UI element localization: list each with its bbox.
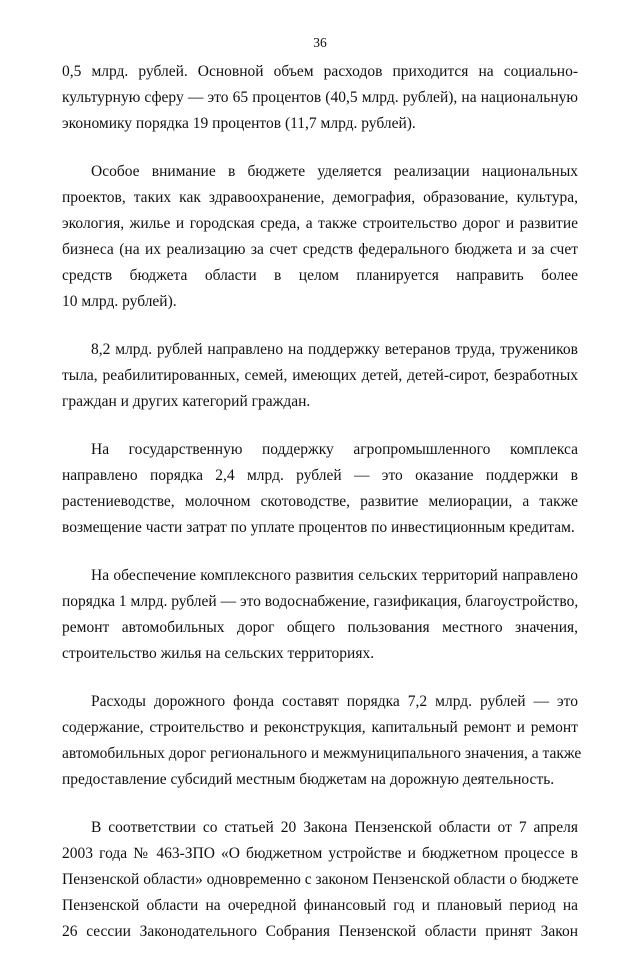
text-line: экономику порядка 19 процентов (11,7 млрд. рублей). (62, 115, 416, 132)
text-line: На государственную поддержку агропромышленного комплекса (91, 441, 578, 458)
text-line: тыла, реабилитированных, семей, имеющих детей, детей-сирот, безработных (62, 367, 578, 384)
text-line: средств бюджета области в целом планируется направить более (62, 267, 578, 284)
text-line: 26 сессии Законодательного Собрания Пензенской области принят Закон (62, 923, 578, 940)
text-line: автомобильных дорог регионального и межмуниципального значения, а также (62, 745, 582, 762)
text-line: граждан и других категорий граждан. (62, 393, 311, 410)
paragraph-rural-development (62, 563, 578, 667)
text-line: направлено порядка 2,4 млрд. рублей — это оказание поддержки в (62, 467, 578, 484)
text-line: бизнеса (на их реализацию за счет средств федерального бюджета и за счет (62, 241, 578, 258)
text-line: возмещение части затрат по уплате процентов по инвестиционным кредитам. (62, 519, 575, 536)
paragraph-budget-structure (62, 59, 578, 137)
text-line: ремонт автомобильных дорог общего пользования местного значения, (62, 619, 578, 636)
text-line: 0,5 млрд. рублей. Основной объем расходов приходится на социально- (62, 63, 578, 80)
text-line: культурную сферу — это 65 процентов (40,5 млрд. рублей), на национальную (62, 89, 578, 106)
text-line: экология, жилье и городская среда, а также строительство дорог и развитие (62, 215, 578, 232)
text-line: Пензенской области» одновременно с законом Пензенской области о бюджете (62, 871, 579, 888)
paragraph-road-fund (62, 689, 582, 793)
text-line: предоставление субсидий местным бюджетам на дорожную деятельность. (62, 771, 555, 788)
text-line: порядка 1 млрд. рублей — это водоснабжение, газификация, благоустройство, (62, 593, 579, 610)
text-line: Расходы дорожного фонда составят порядка 7,2 млрд. рублей — это (91, 693, 578, 710)
text-line: Пензенской области на очередной финансовый год и плановый период на (62, 897, 578, 914)
document-body (62, 59, 582, 967)
text-line: В соответствии со статьей 20 Закона Пензенской области от 7 апреля (91, 819, 578, 836)
text-line: Особое внимание в бюджете уделяется реализации национальных (91, 163, 578, 180)
text-line: строительство жилья на сельских территориях. (62, 645, 375, 662)
text-line: 2003 года № 463-ЗПО «О бюджетном устройстве и бюджетном процессе в (62, 845, 578, 862)
paragraph-social-support (62, 337, 578, 415)
paragraph-agro-support (62, 437, 578, 541)
text-line: растениеводстве, молочном скотоводстве, развитие мелиорации, а также (62, 493, 578, 510)
text-line: содержание, строительство и реконструкция, капитальный ремонт и ремонт (62, 719, 578, 736)
text-line: проектов, таких как здравоохранение, демография, образование, культура, (62, 189, 578, 206)
page-number: 36 (313, 35, 327, 50)
paragraph-budget-law (62, 815, 578, 945)
text-line: На обеспечение комплексного развития сельских территорий направлено (91, 567, 578, 584)
text-line: 10 млрд. рублей). (62, 293, 177, 310)
paragraph-national-projects (62, 159, 578, 315)
text-line: 8,2 млрд. рублей направлено на поддержку ветеранов труда, тружеников (91, 341, 578, 358)
